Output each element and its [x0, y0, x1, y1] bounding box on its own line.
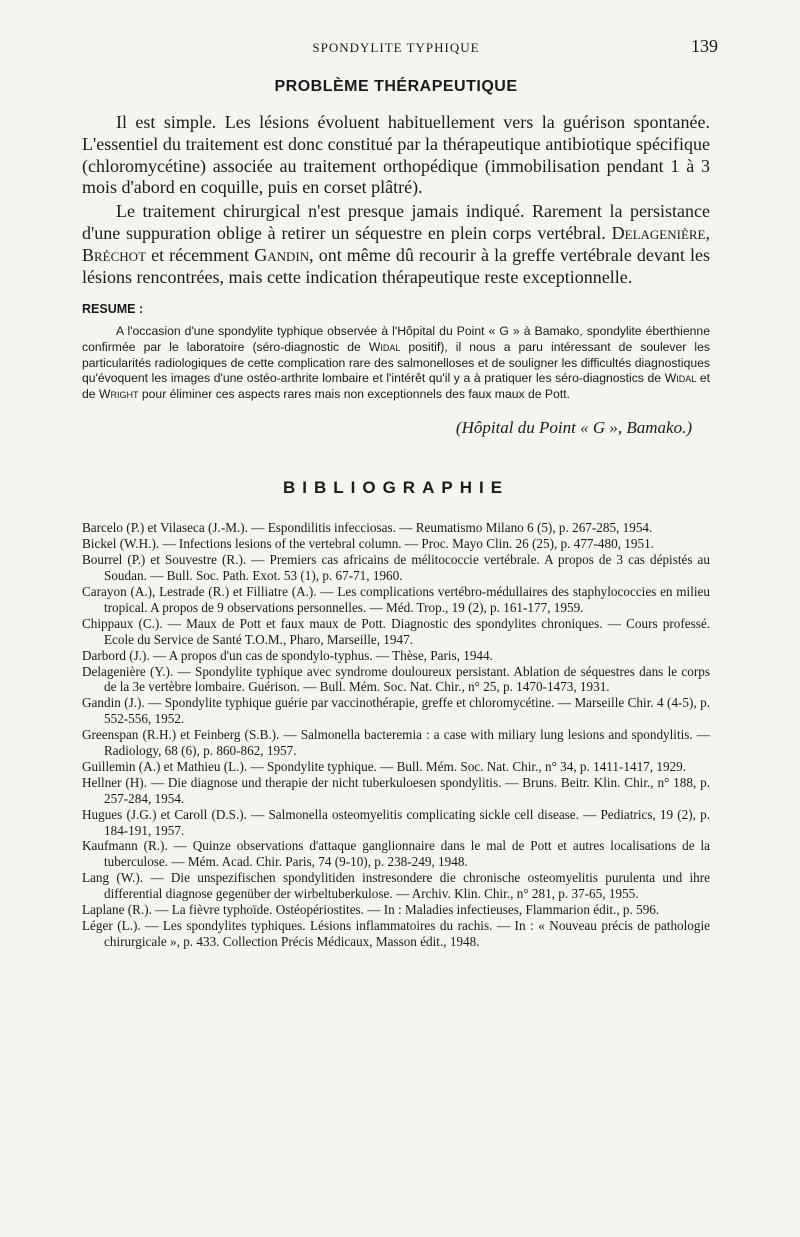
paragraph-2: [82, 201, 710, 288]
section-title: PROBLÈME THÉRAPEUTIQUE: [274, 78, 518, 95]
reference-item: Bickel (W.H.). — Infections lesions of the vertebral column. — Proc. Mayo Clin. 26 (25), p. 477-480, 1951.: [82, 536, 654, 552]
author-delageniere: Delagenière: [611, 222, 706, 243]
reference-item: Hellner (H). — Die diagnose und therapie der nicht tuberkuloesen spondylitis. — Bruns. Beitr. Klin. Chir., n° 188, p. 257-284, 1954.: [82, 774, 710, 806]
reference-item: Laplane (R.). — La fièvre typhoïde. Ostéopériostites. — In : Maladies infectieuses, Flammarion édit., p. 596.: [82, 902, 660, 918]
name-widal-1: Widal: [368, 339, 401, 354]
paragraph-2-text-a: Le traitement chirurgical n'est presque jamais indiqué. Rarement la persistance d'une suppuration oblige à retirer un séquestre en plein corps vertébral.: [82, 201, 710, 243]
reference-item: Guillemin (A.) et Mathieu (L.). — Spondylite typhique. — Bull. Mém. Soc. Nat. Chir., n° 34, p. 1411-1417, 1929.: [82, 758, 687, 774]
reference-item: Gandin (J.). — Spondylite typhique guérie par vaccinothérapie, greffe et chloromycétine. — Marseille Chir. 4 (4-5), p. 552-556, 1952.: [82, 695, 710, 727]
resume-heading: RESUME :: [82, 302, 144, 317]
paragraph-2-sep: ,: [705, 222, 710, 243]
reference-item: Kaufmann (R.). — Quinze observations d'attaque ganglionnaire dans le mal de Pott et autres localisations de la tuberculose. — Mém. Acad. Chir. Paris, 74 (9-10), p. 238-249, 1948.: [82, 838, 710, 870]
resume-text-2: positif), il nous a paru intéressant de soulever les particularités radiologiques de cette complication rare des salmonelloses et de souligner les difficultés diagnostiques qu'évoquent les images d'une ostéo-arthrite lombaire et l'intérêt qu'il y a à pratiquer les séro-diagnostics de: [82, 339, 710, 386]
reference-item: Darbord (J.). — A propos d'un cas de spondylo-typhus. — Thèse, Paris, 1944.: [82, 647, 493, 663]
resume-text: [82, 324, 710, 402]
resume-text-1: A l'occasion d'une spondylite typhique observée à l'Hôpital du Point « G » à Bamako, spondylite éberthienne confirmée par le laboratoire (séro-diagnostic de: [82, 324, 710, 354]
reference-item: Chippaux (C.). — Maux de Pott et faux maux de Pott. Diagnostic des spondylites chroniques. — Cours professé. Ecole du Service de Santé T.O.M., Pharo, Marseille, 1947.: [82, 615, 710, 647]
reference-item: Delagenière (Y.). — Spondylite typhique avec syndrome douloureux persistant. Ablation de séquestres dans le corps de la 3e vertèbre lombaire. Guérison. — Bull. Mém. Soc. Nat. Chir., n° 25, p. 1470-1473, 1931.: [82, 663, 710, 695]
page-number: 139: [691, 36, 718, 56]
running-head: [82, 36, 718, 58]
reference-item: Bourrel (P.) et Souvestre (R.). — Premiers cas africains de mélitococcie vertébrale. A propos de 3 cas dépistés au Soudan. — Bull. Soc. Path. Exot. 53 (1), p. 67-71, 1960.: [82, 552, 710, 584]
resume-text-3: et de: [82, 371, 710, 401]
reference-item: Carayon (A.), Lestrade (R.) et Filliatre (A.). — Les complications vertébro-médullaires des staphylococcies en milieu tropical. A propos de 9 observations personnelles. — Méd. Trop., 19 (2), p. 161-177, 1959.: [82, 583, 710, 615]
paragraph-2-text-b: et récemment: [146, 244, 255, 265]
page: [82, 36, 718, 950]
author-gandin: Gandin: [254, 244, 310, 265]
reference-item: Hugues (J.G.) et Caroll (D.S.). — Salmonella osteomyelitis complicating sickle cell disease. — Pediatrics, 19 (2), p. 184-191, 1957.: [82, 806, 710, 838]
bibliography-list: [82, 520, 710, 949]
reference-item: Lang (W.). — Die unspezifischen spondylitiden instresondere die chronische osteomyelitis purulenta und ihre differential diagnose gegenüber der wirbeltuberkulose. — Archiv. Klin. Chir., n° 281, p. 37-65, 1955.: [82, 870, 710, 902]
paragraph-1: Il est simple. Les lésions évoluent habituellement vers la guérison spontanée. L'essentiel du traitement est donc constitué par la thérapeutique antibiotique spécifique (chloromycétine) associée au traitement orthopédique (immobilisation pendant 1 à 3 mois d'abord en coquille, puis en corset plâtré).: [82, 112, 710, 198]
reference-item: Léger (L.). — Les spondylites typhiques. Lésions inflammatoires du rachis. — In : « Nouveau précis de pathologie chirurgicale », p. 433. Collection Précis Médicaux, Masson édit., 1948.: [82, 918, 710, 949]
bibliography-title: BIBLIOGRAPHIE: [282, 478, 510, 498]
author-brechot: Bréchot: [82, 244, 147, 265]
paragraph-2-text-c: , ont même dû recourir à la greffe vertébrale devant les lésions rencontrées, mais cette indication thérapeutique reste exceptionnelle.: [82, 244, 710, 287]
resume-text-4: pour éliminer ces aspects rares mais non exceptionnels des faux maux de Pott.: [138, 386, 570, 401]
running-title: SPONDYLITE TYPHIQUE: [312, 40, 480, 55]
affiliation: (Hôpital du Point « G », Bamako.): [455, 418, 692, 438]
name-widal-2: Widal: [664, 371, 697, 386]
reference-item: Greenspan (R.H.) et Feinberg (S.B.). — Salmonella bacteremia : a case with miliary lung lesions and spondylitis. — Radiology, 68 (6), p. 860-862, 1957.: [82, 727, 710, 759]
reference-item: Barcelo (P.) et Vilaseca (J.-M.). — Espondilitis infecciosas. — Reumatismo Milano 6 (5), p. 267-285, 1954.: [82, 520, 653, 536]
name-wright: Wright: [98, 386, 139, 401]
